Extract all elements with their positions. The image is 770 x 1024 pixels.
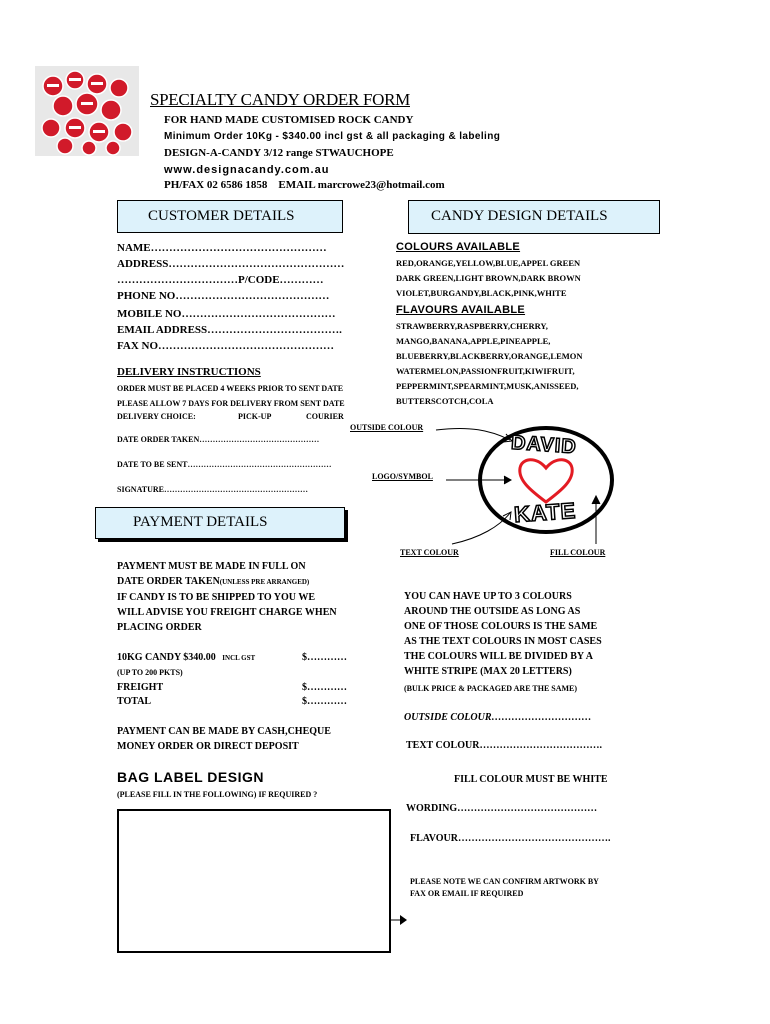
email-field[interactable]: EMAIL ADDRESS………………………………. <box>117 324 342 336</box>
fill-arrow <box>592 496 600 544</box>
payment-method-2: MONEY ORDER OR DIRECT DEPOSIT <box>117 741 299 752</box>
flavours-list <box>396 319 583 409</box>
flavour-field[interactable]: FLAVOUR………………………………………. <box>410 833 611 844</box>
delivery-heading: DELIVERY INSTRUCTIONS <box>117 366 261 378</box>
delivery-choice-label: DELIVERY CHOICE: <box>117 412 196 421</box>
freight-label: FREIGHT <box>117 682 164 693</box>
flavours-line: MANGO,BANANA,APPLE,PINEAPPLE, <box>396 336 551 346</box>
header-contact: PH/FAX 02 6586 1858 EMAIL marcrowe23@hotmail.com <box>164 179 445 191</box>
header-address: DESIGN-A-CANDY 3/12 range STWAUCHOPE <box>164 147 394 159</box>
payment-ship-1: IF CANDY IS TO BE SHIPPED TO YOU WE <box>117 592 316 603</box>
outside-colour-field[interactable]: OUTSIDE COLOUR………………………… <box>404 712 592 723</box>
name-field[interactable]: NAME………………………………………… <box>117 242 327 254</box>
payment-must-2 <box>117 574 337 590</box>
price-line <box>117 650 255 666</box>
candy-diagram <box>360 418 660 558</box>
date-taken-field[interactable]: DATE ORDER TAKEN……………………………………… <box>117 435 320 444</box>
colours-list <box>396 256 581 301</box>
fill-colour-note: FILL COLOUR MUST BE WHITE <box>454 774 608 785</box>
payment-details-heading: PAYMENT DETAILS <box>95 507 345 539</box>
delivery-note-2: PLEASE ALLOW 7 DAYS FOR DELIVERY FROM SENT DATE <box>117 399 345 408</box>
candy-top-text: DAVID <box>510 431 578 459</box>
outside-colour-label: OUTSIDE COLOUR <box>350 423 424 432</box>
bag-label-heading: BAG LABEL DESIGN <box>117 769 264 785</box>
bag-label-arrow <box>390 912 410 928</box>
address-field[interactable]: ADDRESS………………………………………… <box>117 258 345 270</box>
payment-methods <box>117 724 331 754</box>
payment-must-2-text: DATE ORDER TAKEN <box>117 576 220 587</box>
payment-ship-3: PLACING ORDER <box>117 622 202 633</box>
colours-line: DARK GREEN,LIGHT BROWN,DARK BROWN <box>396 273 581 283</box>
header-subtitle: FOR HAND MADE CUSTOMISED ROCK CANDY <box>164 114 414 126</box>
bag-label-box[interactable] <box>117 809 391 953</box>
colours-line: RED,ORANGE,YELLOW,BLUE,APPEL GREEN <box>396 258 581 268</box>
wording-field[interactable]: WORDING…………………………………… <box>406 803 598 814</box>
flavours-line: WATERMELON,PASSIONFRUIT,KIWIFRUIT, <box>396 366 575 376</box>
pickup-option[interactable]: PICK-UP <box>238 412 272 421</box>
total-label: TOTAL <box>117 696 152 707</box>
bag-label-sub: (PLEASE FILL IN THE FOLLOWING) IF REQUIRED ? <box>117 790 318 799</box>
colour-note-line: ONE OF THOSE COLOURS IS THE SAME <box>404 621 598 632</box>
page-title: SPECIALTY CANDY ORDER FORM <box>150 90 410 109</box>
flavours-line: PEPPERMINT,SPEARMINT,MUSK,ANISSEED, <box>396 381 579 391</box>
courier-option[interactable]: COURIER <box>306 412 344 421</box>
fax-field[interactable]: FAX NO………………………………………… <box>117 340 335 352</box>
colours-line: VIOLET,BURGANDY,BLACK,PINK,WHITE <box>396 288 567 298</box>
total-value[interactable]: $………… <box>302 696 347 707</box>
date-sent-field[interactable]: DATE TO BE SENT……………………………………………… <box>117 460 332 469</box>
colour-note-line: AROUND THE OUTSIDE AS LONG AS <box>404 606 581 617</box>
flavours-line: BUTTERSCOTCH,COLA <box>396 396 494 406</box>
delivery-note-1: ORDER MUST BE PLACED 4 WEEKS PRIOR TO SENT DATE <box>117 384 344 393</box>
payment-method-1: PAYMENT CAN BE MADE BY CASH,CHEQUE <box>117 726 331 737</box>
mobile-field[interactable]: MOBILE NO…………………………………… <box>117 308 336 320</box>
colour-note-line: YOU CAN HAVE UP TO 3 COLOURS <box>404 591 572 602</box>
fill-colour-label: FILL COLOUR <box>550 548 606 557</box>
payment-terms <box>117 559 337 635</box>
payment-must-1: PAYMENT MUST BE MADE IN FULL ON <box>117 561 306 572</box>
bulk-note: (BULK PRICE & PACKAGED ARE THE SAME) <box>404 684 578 693</box>
price-value[interactable]: $………… <box>302 652 347 663</box>
postcode-field[interactable]: ……………………………P/CODE………… <box>117 274 324 286</box>
flavours-line: BLUEBERRY,BLACKBERRY,ORANGE,LEMON <box>396 351 583 361</box>
candy-design-heading: CANDY DESIGN DETAILS <box>408 200 660 234</box>
freight-value[interactable]: $………… <box>302 682 347 693</box>
payment-ship-2: WILL ADVISE YOU FREIGHT CHARGE WHEN <box>117 607 337 618</box>
colour-note-line: WHITE STRIPE (MAX 20 LETTERS) <box>404 666 572 677</box>
price-sub: (UP TO 200 PKTS) <box>117 668 183 677</box>
candy-bottom-text: KATE <box>513 497 578 528</box>
customer-fields <box>117 240 344 354</box>
price-small: INCL GST <box>222 654 256 662</box>
confirm-note-1: PLEASE NOTE WE CAN CONFIRM ARTWORK BY <box>410 877 599 886</box>
header-website: www.designacandy.com.au <box>164 164 330 176</box>
text-colour-field[interactable]: TEXT COLOUR………………………………. <box>406 740 602 751</box>
colours-heading: COLOURS AVAILABLE <box>396 241 521 253</box>
flavours-line: STRAWBERRY,RASPBERRY,CHERRY, <box>396 321 548 331</box>
colour-note <box>404 589 602 679</box>
colour-note-line: THE COLOURS WILL BE DIVIDED BY A <box>404 651 593 662</box>
flavours-heading: FLAVOURS AVAILABLE <box>396 304 526 316</box>
logo-symbol-label: LOGO/SYMBOL <box>372 472 433 481</box>
customer-details-heading: CUSTOMER DETAILS <box>117 200 343 233</box>
candy-photo <box>35 66 139 156</box>
header-minimum: Minimum Order 10Kg - $340.00 incl gst & all packaging & labeling <box>164 131 501 142</box>
colour-note-line: AS THE TEXT COLOURS IN MOST CASES <box>404 636 602 647</box>
payment-must-2-small: (UNLESS PRE ARRANGED) <box>219 578 310 586</box>
phone-field[interactable]: PHONE NO…………………………………… <box>117 290 330 302</box>
text-colour-label: TEXT COLOUR <box>400 548 459 557</box>
price-label: 10KG CANDY $340.00 <box>117 652 216 663</box>
signature-field[interactable]: SIGNATURE……………………………………………… <box>117 485 308 494</box>
confirm-note-2: FAX OR EMAIL IF REQUIRED <box>410 889 524 898</box>
